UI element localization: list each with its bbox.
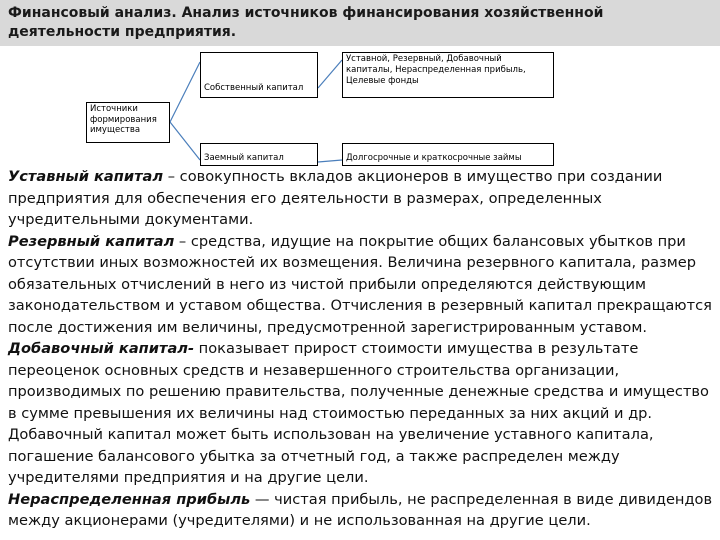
sources-box: Источники формирования имущества xyxy=(86,102,170,143)
own-capital-detail-box: Уставной, Резервный, Добавочный капиталы, Нераспределенная прибыль, Целевые фонды xyxy=(342,52,554,98)
own-capital-box xyxy=(200,52,318,98)
paragraph-additional-capital xyxy=(8,338,714,489)
borrowed-capital-detail-box xyxy=(342,143,554,166)
term-charter-capital: Уставный капитал xyxy=(8,168,164,185)
paragraph-retained-earnings xyxy=(8,489,714,532)
slide-title: Финансовый анализ. Анализ источников финансирования хозяйственной деятельности предприятия. xyxy=(0,0,720,46)
term-additional-capital: Добавочный капитал- xyxy=(8,340,195,357)
paragraph-charter-capital xyxy=(8,166,714,231)
borrowed-capital-box xyxy=(200,143,318,166)
borrowed-capital-label: Заемный капитал xyxy=(204,153,284,163)
term-reserve-capital: Резервный капитал xyxy=(8,232,175,250)
definition-retained-earnings: — чистая прибыль, не распределенная в виде дивидендов между акционерами (учредителями) и не использованная на другие цели. xyxy=(8,490,713,529)
definition-additional-capital: показывает прирост стоимости имущества в результате переоценок основных средств и незавершенного строительства организации, производимых по решению правительства, полученные денежные средства и имущество в сумме превышения их величины над стоимостью переданных за них акций и др. Добавочный капитал может быть использован на увеличение уставного капитала, погашение балансового убытка за отчетный год, а также распределен между учредителями предприятия и на другие цели. xyxy=(8,340,709,486)
definition-charter-capital: – совокупность вкладов акционеров в имущество при создании предприятия для обеспечения его деятельности в размерах, определенных учредительными документами. xyxy=(8,168,663,228)
body-text xyxy=(8,166,714,532)
definition-reserve-capital: – средства, идущие на покрытие общих балансовых убытков при отсутствии иных возможностей их возмещения. Величина резервного капитала, размер обязательных отчислений в него из чистой прибыли определяются действующим законодательством и уставом общества. Отчисления в резервный капитал прекращаются после достижения им величины, предусмотренной зарегистрированным уставом. xyxy=(8,232,712,336)
term-retained-earnings: Нераспределенная прибыль xyxy=(8,490,251,508)
paragraph-reserve-capital xyxy=(8,231,714,339)
own-capital-label: Собственный капитал xyxy=(204,83,304,93)
borrowed-capital-detail-label: Долгосрочные и краткосрочные займы xyxy=(346,153,522,163)
